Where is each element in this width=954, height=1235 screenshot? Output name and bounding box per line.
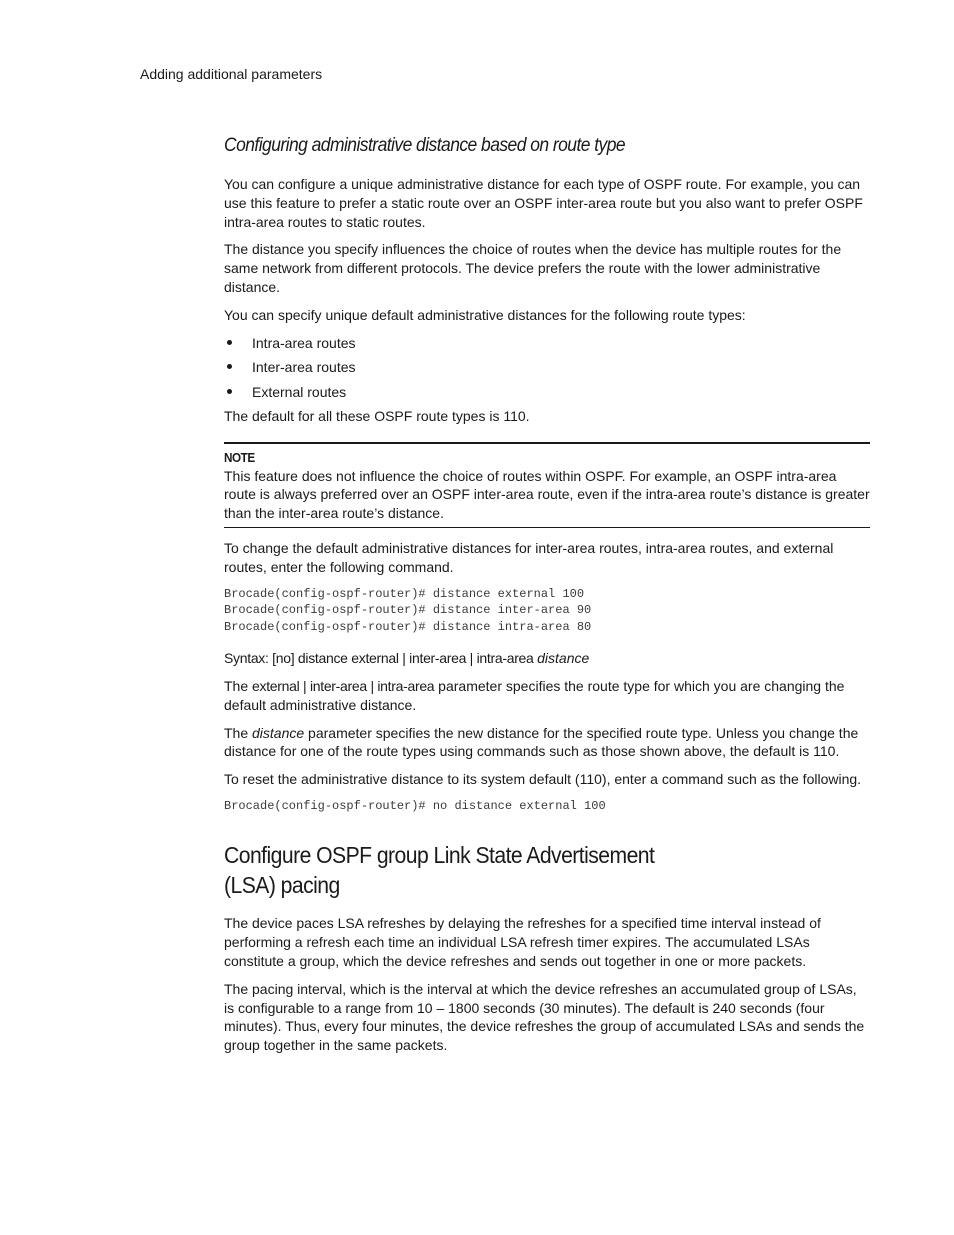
paragraph-pacing-interval: The pacing interval, which is the interval at which the device refreshes an accumulated group of LSAs, is configurable to a range from 10 – 1800 seconds (30 minutes). The default is 240 seconds (four minutes). Thus, every four minutes, the device refreshes the group of accumulated LSAs and sends the group together in the same packets. xyxy=(224,980,865,1054)
list-item: Intra-area routes xyxy=(224,334,870,353)
note-label: NOTE xyxy=(224,449,255,465)
text-segment: parameter specifies the route type for which you are changing the default administrative distance. xyxy=(224,677,845,713)
syntax-param: distance xyxy=(537,650,590,667)
paragraph-lsa-pacing: The device paces LSA refreshes by delaying the refreshes for a specified time interval instead of performing a refresh each time an individual LSA refresh timer expires. The accumulated LSAs constitute a group, which the device refreshes and sends out together in one or more packets. xyxy=(224,915,821,970)
paragraph-default-value: The default for all these OSPF route types is 110. xyxy=(224,408,530,425)
note-text: This feature does not influence the choice of routes within OSPF. For example, an OSPF intra-area route is always preferred over an OSPF inter-area route, even if the intra-area route’s distance is greater than the inter-area route’s distance. xyxy=(224,467,870,522)
list-item: External routes xyxy=(224,383,870,402)
syntax-keywords: Syntax: [no] distance external | inter-area | intra-area xyxy=(224,650,538,667)
paragraph-intro: You can configure a unique administrative distance for each type of OSPF route. For example, you can use this feature to prefer a static route over an OSPF inter-area route but you also want to prefer OSPF intra-area routes to static routes. xyxy=(224,176,863,230)
page-content xyxy=(224,134,870,1064)
text-segment: The xyxy=(224,724,253,741)
section-title: Configure OSPF group Link State Advertisement (LSA) pacing xyxy=(224,842,655,899)
route-type-list xyxy=(224,334,870,402)
paragraph-reset: To reset the administrative distance to its system default (110), enter a command such as the following. xyxy=(224,771,862,788)
syntax-line xyxy=(224,649,870,668)
paragraph-distance-param xyxy=(224,724,870,762)
subsection-title: Configuring administrative distance based on route type xyxy=(224,135,626,156)
code-block-reset: Brocade(config-ospf-router)# no distance external 100 xyxy=(224,798,606,813)
note-box xyxy=(224,442,870,528)
paragraph-route-types-intro: You can specify unique default administrative distances for the following route types: xyxy=(224,306,746,323)
list-item: Inter-area routes xyxy=(224,358,870,377)
running-header: Adding additional parameters xyxy=(140,66,323,82)
keyword-segment: external | inter-area | intra-area xyxy=(252,677,435,694)
text-segment: The xyxy=(224,677,253,694)
param-segment: distance xyxy=(252,724,305,741)
paragraph-change-command: To change the default administrative distances for inter-area routes, intra-area routes, and external routes, enter the following command. xyxy=(224,540,834,575)
paragraph-distance-influence: The distance you specify influences the choice of routes when the device has multiple routes for the same network from different protocols. The device prefers the route with the lower administrative distance. xyxy=(224,241,842,295)
text-segment: parameter specifies the new distance for the specified route type. Unless you change the distance for one of the route types using commands such as those shown above, the default is 110. xyxy=(224,724,859,760)
code-block-distance: Brocade(config-ospf-router)# distance external 100 Brocade(config-ospf-router)# distance inter-area 90 Brocade(config-ospf-router)# distance intra-area 80 xyxy=(224,586,592,634)
paragraph-route-type-param xyxy=(224,677,870,715)
